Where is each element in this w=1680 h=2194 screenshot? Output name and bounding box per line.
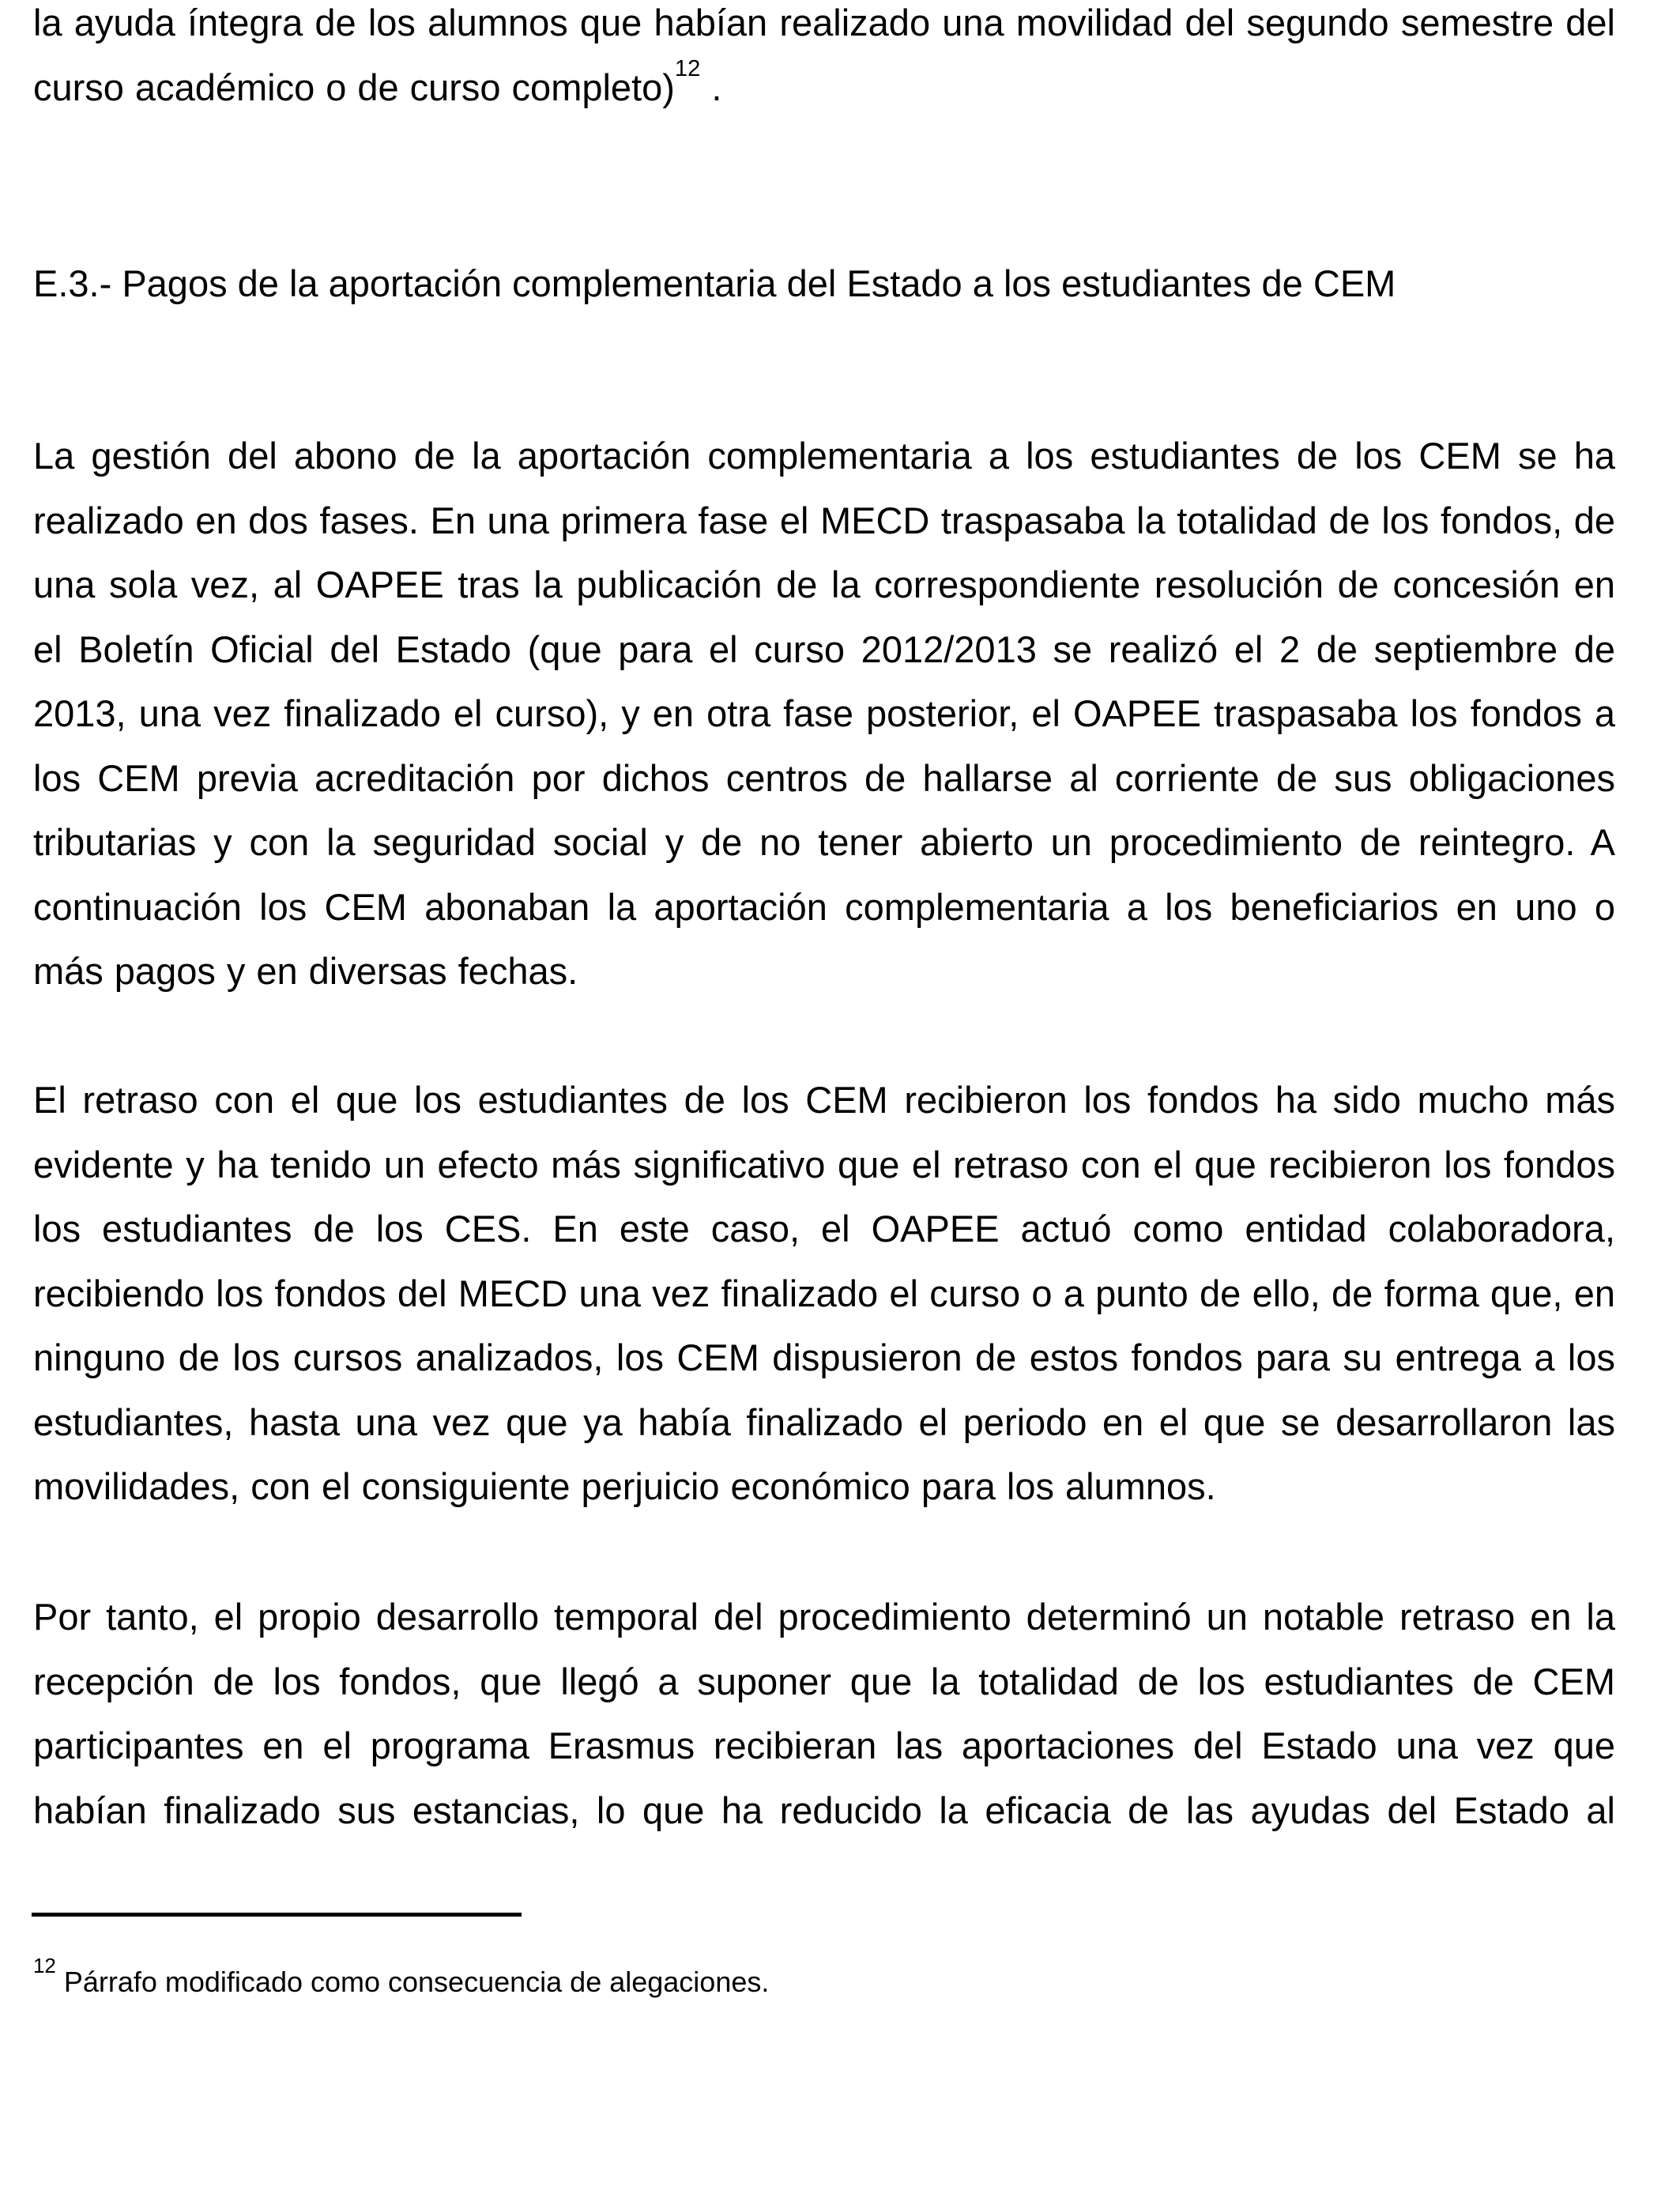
footnote-separator-rule (32, 1913, 522, 1917)
paragraph-delay-effect: El retraso con el que los estudiantes de los CEM recibieron los fondos ha sido mucho más evidente y ha tenido un efecto más significativo que el retraso con el que recibieron los fondos los estudiantes de los CES. En este caso, el OAPEE actuó como entidad colaboradora, recibiendo los fondos del MECD una vez finalizado el curso o a punto de ello, de forma que, en ninguno de los cursos analizados, los CEM dispusieron de estos fondos para su entrega a los estudiantes, hasta una vez que ya había finalizado el periodo en el que se desarrollaron las movilidades, con el consiguiente perjuicio económico para los alumnos. (33, 1079, 1615, 1507)
continuation-paragraph (33, 0, 1615, 119)
continuation-text: la ayuda íntegra de los alumnos que habían realizado una movilidad del segundo semestre del curso académico o de curso completo) (33, 2, 1615, 108)
footnote-reference-12: 12 (674, 55, 701, 81)
continuation-text-tail: . (700, 66, 722, 108)
paragraph-payment-phases: La gestión del abono de la aportación complementaria a los estudiantes de los CEM se ha realizado en dos fases. En una primera fase el MECD traspasaba la totalidad de los fondos, de una sola vez, al OAPEE tras la publicación de la correspondiente resolución de concesión en el Boletín Oficial del Estado (que para el curso 2012/2013 se realizó el 2 de septiembre de 2013, una vez finalizado el curso), y en otra fase posterior, el OAPEE traspasaba los fondos a los CEM previa acreditación por dichos centros de hallarse al corriente de sus obligaciones tributarias y con la seguridad social y de no tener abierto un procedimiento de reintegro. A continuación los CEM abonaban la aportación complementaria a los beneficiarios en uno o más pagos y en diversas fechas. (33, 435, 1615, 992)
paragraph-conclusion: Por tanto, el propio desarrollo temporal del procedimiento determinó un notable retraso en la recepción de los fondos, que llegó a suponer que la totalidad de los estudiantes de CEM participantes en el programa Erasmus recibieran las aportaciones del Estado una vez que habían finalizado sus estancias, lo que ha reducido la eficacia de las ayudas del Estado al (33, 1596, 1615, 1831)
footnote-text: Párrafo modificado como consecuencia de alegaciones. (55, 1966, 770, 1998)
footnote (33, 1955, 1615, 2000)
footnote-marker: 12 (33, 1955, 56, 1978)
section-heading: E.3.- Pagos de la aportación complementaria del Estado a los estudiantes de CEM (33, 262, 1396, 304)
